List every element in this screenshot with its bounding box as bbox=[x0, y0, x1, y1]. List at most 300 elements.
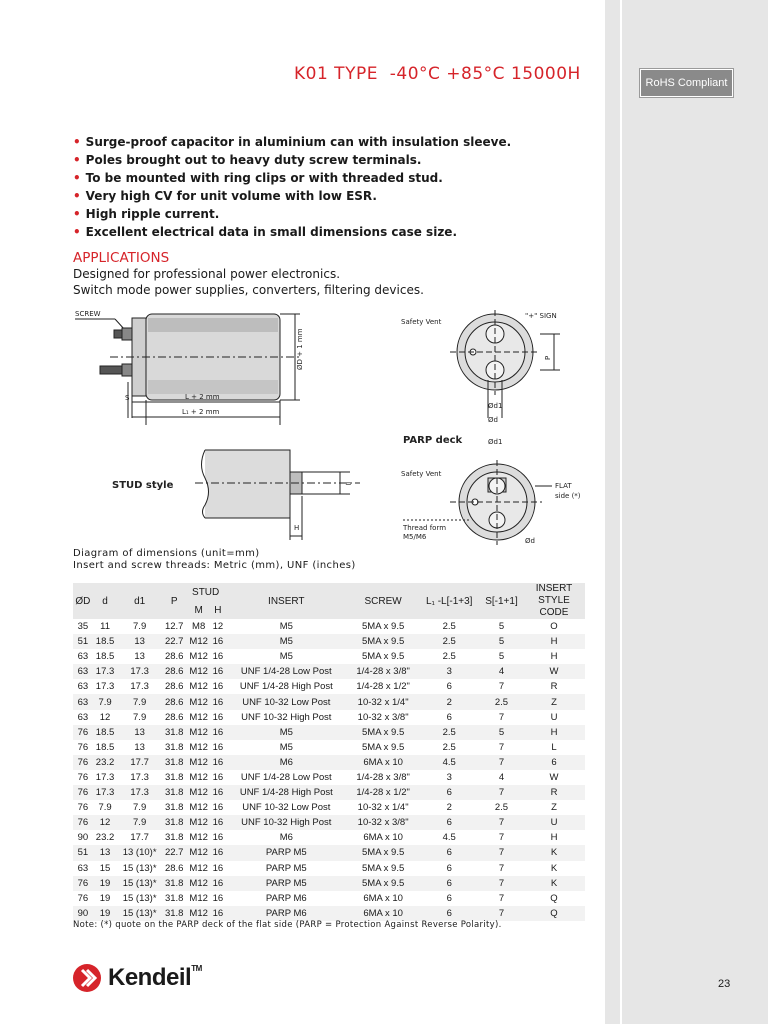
side-view bbox=[75, 310, 304, 425]
cell-od: 76 bbox=[77, 771, 89, 783]
cell-stud-h: 16 bbox=[211, 694, 225, 709]
cell-d: 18.5 bbox=[95, 741, 115, 753]
cell-p: 31.8 bbox=[162, 906, 186, 921]
cell-od: 63 bbox=[77, 651, 89, 663]
cell-d1: 15 (13)* bbox=[122, 892, 157, 904]
svg-text:=: = bbox=[345, 479, 352, 488]
cell-s: 7 bbox=[498, 832, 505, 844]
cell-screw: 5MA x 9.5 bbox=[348, 845, 419, 860]
feature-item bbox=[73, 205, 511, 223]
bullet-icon: • bbox=[73, 189, 81, 203]
cell-l1: 6 bbox=[446, 711, 452, 723]
cell-d1: 15 (13)* bbox=[117, 906, 162, 921]
cell-stud-h: 16 bbox=[211, 845, 225, 860]
cell-style-code: 6 bbox=[523, 755, 585, 770]
cell-stud-m: M12 bbox=[186, 906, 210, 921]
cell-d: 23.2 bbox=[95, 832, 115, 844]
bullet-icon: • bbox=[73, 207, 81, 221]
cell-stud-h: 16 bbox=[212, 892, 224, 904]
kendeil-logo-icon bbox=[72, 963, 102, 993]
cell-d1: 13 (10)* bbox=[117, 845, 162, 860]
cell-s: 7 bbox=[480, 815, 523, 830]
cell-stud-h: 16 bbox=[211, 634, 225, 649]
sign-label: "+" SIGN bbox=[525, 312, 557, 320]
cell-p: 22.7 bbox=[162, 634, 186, 649]
cell-d1: 17.3 bbox=[130, 771, 149, 783]
cell-stud-m: M12 bbox=[189, 681, 208, 693]
margin-divider bbox=[620, 0, 622, 1024]
page-number: 23 bbox=[718, 978, 731, 990]
cell-d1: 7.9 bbox=[133, 711, 147, 723]
table-row bbox=[73, 830, 585, 845]
cell-screw: 10-32 x 1/4" bbox=[348, 694, 419, 709]
cell-l1: 2.5 bbox=[419, 634, 480, 649]
applications-line: Designed for professional power electronics. bbox=[73, 267, 341, 281]
cell-insert: UNF 1/4-28 High Post bbox=[239, 681, 333, 693]
cell-insert: PARP M5 bbox=[265, 862, 307, 874]
cell-style-code: K bbox=[523, 845, 585, 860]
cell-od: 76 bbox=[73, 755, 93, 770]
cell-style-code: L bbox=[551, 741, 557, 753]
table-row bbox=[73, 861, 585, 876]
footnote: Note: (*) quote on the PARP deck of the flat side (PARP = Protection Against Reverse Polarity). bbox=[73, 920, 502, 930]
cell-p: 12.7 bbox=[164, 621, 184, 633]
cell-s: 7 bbox=[480, 845, 523, 860]
cell-stud-m: M12 bbox=[186, 815, 210, 830]
cell-od: 51 bbox=[73, 634, 93, 649]
table-row bbox=[73, 755, 585, 770]
cell-stud-m: M12 bbox=[189, 832, 208, 844]
cell-stud-m: M12 bbox=[189, 802, 208, 814]
cell-d: 19 bbox=[93, 876, 117, 891]
cell-p: 31.8 bbox=[164, 892, 184, 904]
trademark: TM bbox=[191, 964, 202, 973]
cell-d: 17.3 bbox=[95, 771, 115, 783]
cell-od: 63 bbox=[77, 711, 89, 723]
cell-stud-m: M12 bbox=[186, 845, 210, 860]
cell-stud-m: M12 bbox=[189, 651, 208, 663]
page-title: K01 TYPE -40°C +85°C 15000H bbox=[294, 64, 581, 84]
cell-d: 18.5 bbox=[93, 725, 117, 740]
cell-stud-m: M12 bbox=[189, 711, 208, 723]
specification-table bbox=[73, 583, 585, 921]
cell-screw: 1/4-28 x 3/8" bbox=[356, 771, 410, 783]
cell-p: 31.8 bbox=[164, 832, 184, 844]
cell-stud-h: 16 bbox=[211, 785, 225, 800]
svg-text:FLAT: FLAT bbox=[555, 482, 572, 490]
cell-insert: M5 bbox=[279, 741, 293, 753]
cell-screw: 5MA x 9.5 bbox=[348, 634, 419, 649]
cell-od: 63 bbox=[73, 664, 93, 679]
cell-d1: 15 (13)* bbox=[122, 862, 157, 874]
cell-insert: M5 bbox=[279, 621, 293, 633]
col-style-code: INSERT STYLE CODE bbox=[523, 583, 585, 619]
cell-od: 76 bbox=[77, 892, 89, 904]
cell-style-code: U bbox=[523, 815, 585, 830]
col-stud-m: M bbox=[186, 601, 210, 619]
cell-d1: 13 bbox=[134, 651, 145, 663]
cell-screw: 5MA x 9.5 bbox=[362, 862, 405, 874]
table-row bbox=[73, 785, 585, 800]
cell-insert: PARP M6 bbox=[265, 892, 307, 904]
bullet-icon: • bbox=[73, 171, 81, 185]
cell-insert: PARP M5 bbox=[225, 876, 348, 891]
feature-text: Excellent electrical data in small dimensions case size. bbox=[85, 225, 457, 239]
cell-d: 18.5 bbox=[93, 634, 117, 649]
feature-text: To be mounted with ring clips or with threaded stud. bbox=[85, 171, 443, 185]
cell-od: 76 bbox=[77, 741, 89, 753]
cell-s: 7 bbox=[480, 755, 523, 770]
cell-l1: 6 bbox=[419, 785, 480, 800]
cell-d: 19 bbox=[93, 906, 117, 921]
cell-stud-m: M12 bbox=[189, 862, 208, 874]
cell-stud-m: M12 bbox=[186, 785, 210, 800]
cell-stud-h: 16 bbox=[211, 725, 225, 740]
cell-p: 28.6 bbox=[162, 694, 186, 709]
cell-stud-m: M12 bbox=[186, 876, 210, 891]
feature-text: Very high CV for unit volume with low ESR. bbox=[85, 189, 377, 203]
cell-p: 22.7 bbox=[162, 845, 186, 860]
cell-p: 31.8 bbox=[162, 876, 186, 891]
cell-stud-m: M12 bbox=[186, 664, 210, 679]
cell-style-code: Z bbox=[523, 694, 585, 709]
cell-stud-m: M12 bbox=[189, 892, 208, 904]
cell-stud-h: 12 bbox=[212, 621, 224, 633]
cell-s: 5 bbox=[498, 621, 505, 633]
feature-text: Surge-proof capacitor in aluminium can with insulation sleeve. bbox=[85, 135, 512, 149]
table-row bbox=[73, 906, 585, 921]
cell-s: 5 bbox=[480, 634, 523, 649]
cell-screw: 1/4-28 x 1/2" bbox=[348, 785, 419, 800]
cell-d1: 7.9 bbox=[117, 694, 162, 709]
cell-screw: 6MA x 10 bbox=[348, 906, 419, 921]
cell-od: 63 bbox=[77, 681, 89, 693]
table-row bbox=[73, 845, 585, 860]
cell-d1: 17.7 bbox=[117, 755, 162, 770]
feature-text: Poles brought out to heavy duty screw terminals. bbox=[85, 153, 422, 167]
col-d1: d1 bbox=[117, 583, 162, 619]
cell-style-code: H bbox=[523, 725, 585, 740]
cell-d1: 13 bbox=[134, 741, 145, 753]
stud-style-label: STUD style bbox=[112, 480, 174, 491]
cell-style-code: H bbox=[550, 832, 558, 844]
p-label: P bbox=[544, 355, 552, 360]
cell-screw: 5MA x 9.5 bbox=[362, 651, 405, 663]
cell-stud-h: 16 bbox=[211, 906, 225, 921]
cell-d: 11 bbox=[100, 621, 110, 633]
cell-style-code: Q bbox=[523, 906, 585, 921]
l1-label: L₁ + 2 mm bbox=[182, 408, 220, 416]
cell-p: 31.8 bbox=[164, 802, 184, 814]
cell-d1: 13 bbox=[117, 725, 162, 740]
cell-screw: 10-32 x 3/8" bbox=[348, 815, 419, 830]
bullet-icon: • bbox=[73, 225, 81, 239]
cell-stud-h: 16 bbox=[212, 711, 224, 723]
svg-text:Ød1: Ød1 bbox=[488, 438, 503, 446]
dimension-diagram bbox=[70, 300, 590, 550]
col-stud-h: H bbox=[211, 601, 225, 619]
cell-p: 31.8 bbox=[162, 725, 186, 740]
table-row bbox=[73, 800, 585, 815]
cell-d: 17.3 bbox=[93, 664, 117, 679]
cell-style-code: Z bbox=[551, 802, 557, 814]
cell-s: 7 bbox=[498, 741, 505, 753]
cell-od: 90 bbox=[77, 832, 89, 844]
cell-stud-m: M12 bbox=[186, 634, 210, 649]
cell-od: 51 bbox=[73, 845, 93, 860]
cell-l1: 2.5 bbox=[442, 621, 456, 633]
cell-s: 7 bbox=[498, 892, 505, 904]
cell-style-code: H bbox=[550, 651, 558, 663]
screw-label: SCREW bbox=[75, 310, 101, 318]
table-row bbox=[73, 815, 585, 830]
cell-p: 28.6 bbox=[162, 664, 186, 679]
cell-d: 23.2 bbox=[93, 755, 117, 770]
table-row bbox=[73, 694, 585, 709]
applications-heading: APPLICATIONS bbox=[73, 250, 170, 266]
stud-view bbox=[112, 450, 360, 540]
cell-d1: 17.7 bbox=[130, 832, 149, 844]
feature-list bbox=[73, 133, 511, 241]
table-row bbox=[73, 619, 585, 634]
cell-screw: 10-32 x 3/8" bbox=[357, 711, 409, 723]
table-row bbox=[73, 710, 585, 725]
cell-stud-m: M12 bbox=[186, 694, 210, 709]
cell-insert: PARP M6 bbox=[225, 906, 348, 921]
cell-l1: 6 bbox=[446, 862, 452, 874]
l-label: L + 2 mm bbox=[185, 393, 220, 401]
cell-s: 4 bbox=[498, 771, 505, 783]
cell-d: 18.5 bbox=[95, 651, 115, 663]
cell-style-code: W bbox=[549, 771, 559, 783]
cell-d: 12 bbox=[93, 815, 117, 830]
cell-stud-h: 16 bbox=[212, 771, 224, 783]
feature-item bbox=[73, 187, 511, 205]
col-stud: STUD bbox=[186, 583, 224, 601]
cell-style-code: K bbox=[523, 876, 585, 891]
cell-stud-m: M12 bbox=[189, 741, 208, 753]
cell-l1: 2.5 bbox=[442, 651, 456, 663]
cell-style-code: O bbox=[550, 621, 558, 633]
cell-stud-h: 16 bbox=[211, 876, 225, 891]
cell-l1: 3 bbox=[419, 664, 480, 679]
cell-screw: 5MA x 9.5 bbox=[348, 876, 419, 891]
cell-d1: 7.9 bbox=[133, 621, 147, 633]
cell-d: 19 bbox=[99, 892, 111, 904]
safety-vent-label: Safety Vent bbox=[401, 318, 442, 326]
cell-s: 7 bbox=[480, 876, 523, 891]
cell-insert: UNF 1/4-28 Low Post bbox=[240, 771, 332, 783]
cell-l1: 3 bbox=[446, 771, 452, 783]
cell-s: 5 bbox=[498, 651, 505, 663]
cell-s: 7 bbox=[480, 906, 523, 921]
cell-screw: 5MA x 9.5 bbox=[348, 725, 419, 740]
diagram-caption: Diagram of dimensions (unit=mm) bbox=[73, 548, 260, 559]
safety-vent-label-2: Safety Vent bbox=[401, 470, 442, 478]
cell-od: 76 bbox=[77, 802, 89, 814]
cell-p: 28.6 bbox=[164, 681, 184, 693]
cell-od: 63 bbox=[77, 862, 89, 874]
cell-p: 31.8 bbox=[164, 771, 184, 783]
cell-d: 17.3 bbox=[93, 785, 117, 800]
cell-stud-h: 16 bbox=[212, 741, 224, 753]
table-row bbox=[73, 725, 585, 740]
applications-line: Switch mode power supplies, converters, filtering devices. bbox=[73, 283, 424, 297]
cell-style-code: W bbox=[523, 664, 585, 679]
cell-insert: UNF 10-32 Low Post bbox=[242, 802, 331, 814]
cell-screw: 1/4-28 x 1/2" bbox=[356, 681, 410, 693]
cell-insert: M6 bbox=[279, 832, 293, 844]
cell-d: 12 bbox=[99, 711, 111, 723]
cell-s: 4 bbox=[480, 664, 523, 679]
col-insert: INSERT bbox=[225, 583, 348, 619]
cell-l1: 6 bbox=[419, 815, 480, 830]
col-od: ØD bbox=[73, 583, 93, 619]
cell-style-code: R bbox=[550, 681, 558, 693]
right-margin-band bbox=[605, 0, 768, 1024]
cell-style-code: H bbox=[523, 634, 585, 649]
feature-item bbox=[73, 133, 511, 151]
cell-od: 76 bbox=[73, 725, 93, 740]
cell-stud-h: 16 bbox=[212, 802, 224, 814]
cell-d1: 7.9 bbox=[117, 815, 162, 830]
cell-insert: UNF 10-32 High Post bbox=[225, 815, 348, 830]
cell-od: 35 bbox=[77, 621, 89, 633]
d-label: Ød bbox=[488, 416, 498, 424]
cell-d1: 17.3 bbox=[117, 664, 162, 679]
cell-stud-h: 16 bbox=[212, 651, 224, 663]
cell-p: 28.6 bbox=[164, 711, 184, 723]
table-row bbox=[73, 649, 585, 664]
col-d: d bbox=[93, 583, 117, 619]
cell-l1: 6 bbox=[419, 876, 480, 891]
cell-insert: M6 bbox=[225, 755, 348, 770]
cell-stud-m: M12 bbox=[189, 771, 208, 783]
cell-stud-h: 16 bbox=[212, 832, 224, 844]
cell-d: 15 bbox=[99, 862, 111, 874]
cell-l1: 6 bbox=[446, 681, 452, 693]
cell-screw: 6MA x 10 bbox=[363, 832, 403, 844]
cell-s: 7 bbox=[480, 785, 523, 800]
cell-stud-m: M8 bbox=[192, 621, 206, 633]
cell-l1: 6 bbox=[419, 845, 480, 860]
cell-stud-h: 16 bbox=[211, 755, 225, 770]
table-row bbox=[73, 740, 585, 755]
cell-p: 31.8 bbox=[162, 785, 186, 800]
cell-od: 76 bbox=[73, 876, 93, 891]
cell-l1: 4.5 bbox=[419, 755, 480, 770]
table-row bbox=[73, 634, 585, 649]
cell-style-code: U bbox=[550, 711, 558, 723]
s-label: S bbox=[125, 394, 130, 402]
cell-stud-h: 16 bbox=[211, 815, 225, 830]
d1-label: Ød1 bbox=[488, 402, 503, 410]
col-l1: L₁ -L[-1+3] bbox=[419, 583, 480, 619]
cell-od: 90 bbox=[73, 906, 93, 921]
cell-stud-h: 16 bbox=[211, 664, 225, 679]
table-row bbox=[73, 664, 585, 679]
h-label: H bbox=[294, 524, 300, 532]
cell-od: 76 bbox=[73, 785, 93, 800]
cell-p: 31.8 bbox=[164, 741, 184, 753]
cell-d: 7.9 bbox=[93, 694, 117, 709]
logo-text: Kendeil™ bbox=[108, 964, 202, 991]
cell-d1: 13 bbox=[117, 634, 162, 649]
rohs-badge: RoHS Compliant bbox=[640, 69, 733, 97]
cell-l1: 6 bbox=[419, 906, 480, 921]
parp-deck-label: PARP deck bbox=[403, 435, 463, 446]
cell-d1: 7.9 bbox=[133, 802, 147, 814]
cell-stud-h: 16 bbox=[212, 862, 224, 874]
table-row bbox=[73, 679, 585, 694]
cell-style-code: Q bbox=[550, 892, 558, 904]
cell-stud-h: 16 bbox=[212, 681, 224, 693]
kendeil-logo bbox=[72, 963, 202, 993]
cell-insert: UNF 1/4-28 Low Post bbox=[225, 664, 348, 679]
cell-p: 31.8 bbox=[162, 815, 186, 830]
cell-l1: 6 bbox=[446, 892, 452, 904]
bullet-icon: • bbox=[73, 135, 81, 149]
cell-style-code: K bbox=[550, 862, 558, 874]
cell-d1: 17.3 bbox=[130, 681, 149, 693]
parp-view bbox=[401, 438, 581, 545]
cell-d: 17.3 bbox=[95, 681, 115, 693]
feature-text: High ripple current. bbox=[85, 207, 220, 221]
cell-p: 28.6 bbox=[164, 651, 184, 663]
svg-text:side (*): side (*) bbox=[555, 492, 581, 500]
svg-text:Ød: Ød bbox=[525, 537, 535, 545]
cell-s: 2.5 bbox=[494, 802, 509, 814]
cell-screw: 1/4-28 x 3/8" bbox=[348, 664, 419, 679]
cell-screw: 6MA x 10 bbox=[348, 755, 419, 770]
cell-screw: 10-32 x 1/4" bbox=[357, 802, 409, 814]
feature-item bbox=[73, 169, 511, 187]
cell-p: 31.8 bbox=[162, 755, 186, 770]
diagram-caption: Insert and screw threads: Metric (mm), UNF (inches) bbox=[73, 560, 356, 571]
cell-od: 63 bbox=[73, 694, 93, 709]
cell-insert: PARP M5 bbox=[225, 845, 348, 860]
col-p: P bbox=[162, 583, 186, 619]
cell-screw: 5MA x 9.5 bbox=[362, 621, 405, 633]
cell-s: 7 bbox=[498, 711, 505, 723]
cell-d: 13 bbox=[93, 845, 117, 860]
cell-insert: UNF 10-32 Low Post bbox=[225, 694, 348, 709]
cell-insert: M5 bbox=[279, 651, 293, 663]
cell-insert: M5 bbox=[225, 725, 348, 740]
cell-p: 28.6 bbox=[164, 862, 184, 874]
feature-item bbox=[73, 151, 511, 169]
cell-s: 2.5 bbox=[480, 694, 523, 709]
cell-l1: 2 bbox=[419, 694, 480, 709]
bullet-icon: • bbox=[73, 153, 81, 167]
cell-s: 7 bbox=[498, 681, 505, 693]
diameter-label: ØD + 1 mm bbox=[296, 328, 304, 370]
cell-d1: 17.3 bbox=[117, 785, 162, 800]
cell-stud-m: M12 bbox=[186, 755, 210, 770]
cell-screw: 6MA x 10 bbox=[363, 892, 403, 904]
cell-insert: UNF 10-32 High Post bbox=[241, 711, 332, 723]
cell-d1: 15 (13)* bbox=[117, 876, 162, 891]
cell-screw: 5MA x 9.5 bbox=[362, 741, 405, 753]
cell-s: 5 bbox=[480, 725, 523, 740]
cell-d: 7.9 bbox=[98, 802, 112, 814]
cell-style-code: R bbox=[523, 785, 585, 800]
cell-stud-m: M12 bbox=[186, 725, 210, 740]
cell-l1: 2.5 bbox=[442, 741, 456, 753]
svg-text:Thread form: Thread form bbox=[403, 524, 447, 532]
svg-text:M5/M6: M5/M6 bbox=[403, 533, 427, 541]
cell-insert: UNF 1/4-28 High Post bbox=[225, 785, 348, 800]
